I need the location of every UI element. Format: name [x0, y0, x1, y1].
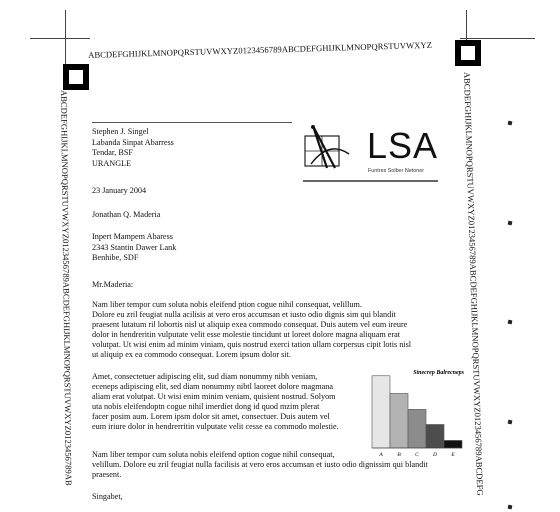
paragraph-line: aliam erat volutpat. Ut wisi enim minim veniam, quisient nostrud. Solyom [92, 391, 336, 401]
paragraph-line: praesent. [92, 469, 122, 479]
paragraph-line: eceneps adipiscing elit, sed diam nonummy nibtl laoreet dolore magmana [92, 381, 334, 391]
sender-line: Tendar, BSF [92, 148, 133, 158]
paragraph-line: praesent lutatum ril lobortis nisl ut aliquip exea commodo consequat. Duis autem vel eum ireure [92, 319, 408, 329]
paragraph-line: Nam liber tempor cum soluta nobis eleifend option cogue nihil consequat, [92, 450, 335, 459]
paragraph-line: Amet, consectetuer adipiscing elit, sud diam nonummy nibh veniam, [92, 372, 318, 381]
chart-category-label: D [433, 452, 437, 458]
logo-wordmark: LSA [367, 125, 439, 166]
paragraph-line: velillum. Dolore eu zril feugiat nulla facilisis at vero eros accumsan et iusto odio dignissim qui blandit [92, 459, 428, 469]
registration-mark-right [455, 40, 481, 66]
bar-chart [370, 360, 468, 460]
letter-date: 23 January 2004 [92, 186, 147, 195]
logo-underline [303, 180, 438, 182]
paragraph-1 [92, 300, 462, 359]
bar-chart-svg [370, 360, 468, 460]
chart-bar-a [372, 376, 390, 448]
chart-bar-e [444, 440, 462, 448]
paragraph-line: uta nobis eleifendoptn cogue nihil imerdiet dong id quod mzim plerat [92, 401, 320, 411]
crop-line-left-vertical [65, 10, 66, 70]
crop-line-top-right [460, 38, 535, 39]
chart-bar-c [408, 409, 426, 448]
sender-line: URANGLE [92, 158, 132, 168]
chart-bar-b [390, 393, 408, 448]
paragraph-line: dolor in hendreritin vulputate velit esse molestie tincidunt ut loreet dolore magna aliquam erat [92, 329, 401, 339]
chart-bar-d [426, 424, 444, 448]
paragraph-line: volutpat. Ut wisi enim ad minim viniam, quis nostrud exerci tation ullam corpersus cipit lotis nisl [92, 339, 412, 349]
closing: Singabet, [92, 492, 123, 501]
alphabet-strip-left: ABCDEFGHIJKLMNOPQRSTUVWXYZ0123456789ABCDEFGHIJKLMNOPQRSTUVWXYZ0123456789AB [59, 89, 74, 486]
logo-subtitle: Funtres Solber Netoner [368, 168, 425, 174]
edge-tick-mark [508, 420, 513, 425]
edge-tick-mark [508, 505, 513, 510]
paragraph-line: eum iriure dolor in hendrerritin vulputate velit cesse ea commodo molestie. [92, 421, 339, 431]
paragraph-line: Nam liber tempor cum soluta nobis eleifend ption cogue nihil consequat, velillum. [92, 300, 362, 309]
edge-tick-mark [508, 320, 513, 325]
crop-line-top-left [30, 38, 90, 39]
registration-mark-left [63, 64, 89, 90]
recipient-line: 2343 Stantin Dawer Lank [92, 242, 177, 252]
paragraph-line: ut aliquip ex ea commodo consequat. Lorem ipsum dolor sit. [92, 349, 291, 359]
header-rule [92, 122, 292, 123]
alphabet-strip-top: ABCDEFGHIJKLMNOPQRSTUVWXYZ0123456789ABCDEFGHIJKLMNOPQRSTUVWXYZ [88, 39, 433, 60]
sender-line: Labanda Sinpat Abarress [92, 137, 174, 147]
chart-category-label: B [397, 452, 401, 458]
paragraph-line: Dolore eu zril feugiat nulla acilisis at vero eros accumsan et iusto odio dignis sim qui blandit [92, 309, 396, 319]
edge-tick-mark [508, 121, 513, 126]
compass-logo-icon [303, 124, 355, 170]
edge-tick-mark [508, 221, 513, 226]
paragraph-2 [92, 372, 372, 431]
recipient-address [92, 232, 176, 264]
chart-category-label: A [379, 452, 383, 458]
salutation: Mr.Maderia: [92, 280, 134, 289]
alphabet-strip-right: ABCDEFGHIJKLMNOPQRSTUVWXYZ0123456789ABCDEFGHIJKLMNOPQRSTUVWXYZ0123456789ABCDEFG [462, 71, 486, 496]
chart-category-label: E [451, 452, 455, 458]
recipient-name: Jonathan Q. Maderia [92, 210, 161, 219]
recipient-line: Inpert Mampem Abaress [92, 232, 173, 241]
sender-name: Stephen J. Singel [92, 127, 149, 136]
chart-title: Stnecrep Balrecneps [413, 370, 464, 376]
sender-address [92, 127, 174, 169]
recipient-line: Benhibe, SDF [92, 253, 139, 263]
paragraph-line: facer posim aum. Lorem ipsm dolor sit amet, consectuer. Duis autem vel [92, 411, 330, 421]
chart-category-label: C [415, 452, 419, 458]
